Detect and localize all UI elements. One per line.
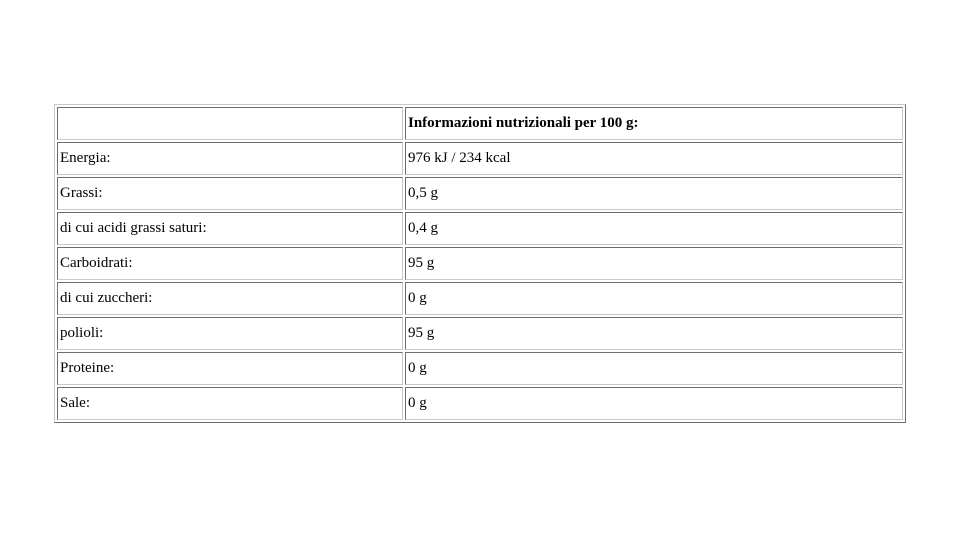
table-row <box>57 317 903 350</box>
row-label: Carboidrati: <box>57 247 403 280</box>
table-row <box>57 212 903 245</box>
table-row <box>57 282 903 315</box>
row-label: Grassi: <box>57 177 403 210</box>
header-title: Informazioni nutrizionali per 100 g: <box>405 107 903 140</box>
row-value: 0,4 g <box>405 212 903 245</box>
row-label: polioli: <box>57 317 403 350</box>
row-label: Proteine: <box>57 352 403 385</box>
table-row <box>57 387 903 420</box>
row-value: 95 g <box>405 247 903 280</box>
nutrition-table <box>54 104 906 423</box>
row-value: 0,5 g <box>405 177 903 210</box>
row-label: di cui zuccheri: <box>57 282 403 315</box>
row-label: di cui acidi grassi saturi: <box>57 212 403 245</box>
table-header-row <box>57 107 903 140</box>
row-value: 0 g <box>405 387 903 420</box>
table-row <box>57 177 903 210</box>
row-value: 0 g <box>405 282 903 315</box>
table-row <box>57 142 903 175</box>
table-row <box>57 352 903 385</box>
row-value: 976 kJ / 234 kcal <box>405 142 903 175</box>
row-label: Energia: <box>57 142 403 175</box>
row-label: Sale: <box>57 387 403 420</box>
table-row <box>57 247 903 280</box>
header-label-cell <box>57 107 403 140</box>
row-value: 0 g <box>405 352 903 385</box>
row-value: 95 g <box>405 317 903 350</box>
